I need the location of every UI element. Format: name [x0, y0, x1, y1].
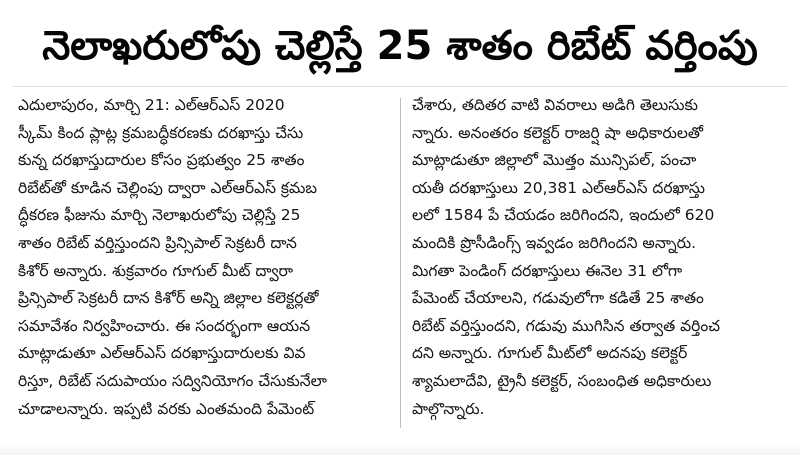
left-line-10: మాట్లాడుతూ ఎల్ఆర్ఎస్ దరఖాస్తుదారులకు వివ [18, 344, 306, 363]
left-line-8: ప్రిన్సిపాల్ సెక్రటరీ దాన కిశోర్ అన్ని జిల్లాల కలెక్టర్లతో [18, 289, 319, 308]
right-line-5: లలో 1584 పే చేయడం జరిగిందని, ఇందులో 620 [412, 206, 715, 225]
right-column [412, 92, 784, 423]
left-column [18, 92, 390, 423]
right-line-9: రిబేట్ వర్తిస్తుందని, గడువు ముగిసిన తర్వాత వర్తించ [412, 316, 720, 335]
right-line-4: యతీ దరఖాస్తులు 20,381 ఎల్ఆర్ఎస్ దరఖాస్తు [412, 178, 706, 197]
paper-edge [0, 445, 800, 455]
right-line-1: చేశారు, తదితర వాటి వివరాలు అడిగి తెలుసుకు [412, 96, 698, 114]
left-line-6: శాతం రిబేట్ వర్తిస్తుందని ప్రిన్సిపాల్ సెక్రటరీ దాన [18, 233, 297, 252]
right-line-6: మందికి ప్రొసీడింగ్స్ ఇవ్వడం జరిగిందని అన్నారు. [412, 233, 697, 252]
left-line-2: స్కీమ్ కింద ప్లాట్ల క్రమబద్ధీకరణకు దరఖాస్తు చేసు [18, 123, 304, 142]
right-line-7: మిగతా పెండింగ్ దరఖాస్తులు ఈనెల 31 లోగా [412, 261, 683, 280]
right-line-12: పాల్గొన్నారు. [412, 399, 485, 418]
left-line-5: ద్ధీకరణ ఫీజును మార్చి నెలాఖరులోపు చెల్లిస్తే 25 [18, 206, 301, 225]
right-line-8: పేమెంట్ చేయాలని, గడువులోగా కడితే 25 శాతం [412, 289, 704, 308]
headline-rule [12, 86, 788, 87]
right-line-11: శ్యామలాదేవి, ట్రైనీ కలెక్టర్, సంబంధిత అధికారులు [412, 371, 712, 390]
left-line-11: రిస్తూ, రిబేట్ సదుపాయం సద్వినియోగం చేసుకునేలా [18, 371, 327, 390]
left-line-7: కిశోర్ అన్నారు. శుక్రవారం గూగుల్ మీట్ ద్వారా [18, 261, 294, 280]
left-line-12: చూడాలన్నారు. ఇప్పటి వరకు ఎంతమంది పేమెంట్ [18, 399, 315, 418]
left-line-1: ఎదులాపురం, మార్చి 21: ఎల్ఆర్ఎస్ 2020 [18, 96, 285, 114]
right-line-2: న్నారు. అనంతరం కలెక్టర్ రాజర్షి షా అధికారులతో [412, 123, 703, 142]
right-line-3: మాట్లాడుతూ జిల్లాలో మొత్తం మున్సిపల్, పంచా [412, 151, 697, 170]
left-line-3: కున్న దరఖాస్తుదారుల కోసం ప్రభుత్వం 25 శాతం [18, 151, 305, 170]
article-headline: నెలాఖరులోపు చెల్లిస్తే 25 శాతం రిబేట్ వర్తింపు [42, 23, 758, 69]
column-divider [400, 98, 401, 428]
left-line-4: రిబేట్‌తో కూడిన చెల్లింపు ద్వారా ఎల్ఆర్ఎస్ క్రమబ [18, 178, 318, 197]
right-line-10: దని అన్నారు. గూగుల్ మీట్‌లో అదనపు కలెక్టర్ [412, 344, 688, 363]
left-line-9: సమావేశం నిర్వహించారు. ఈ సందర్భంగా ఆయన [18, 316, 311, 335]
